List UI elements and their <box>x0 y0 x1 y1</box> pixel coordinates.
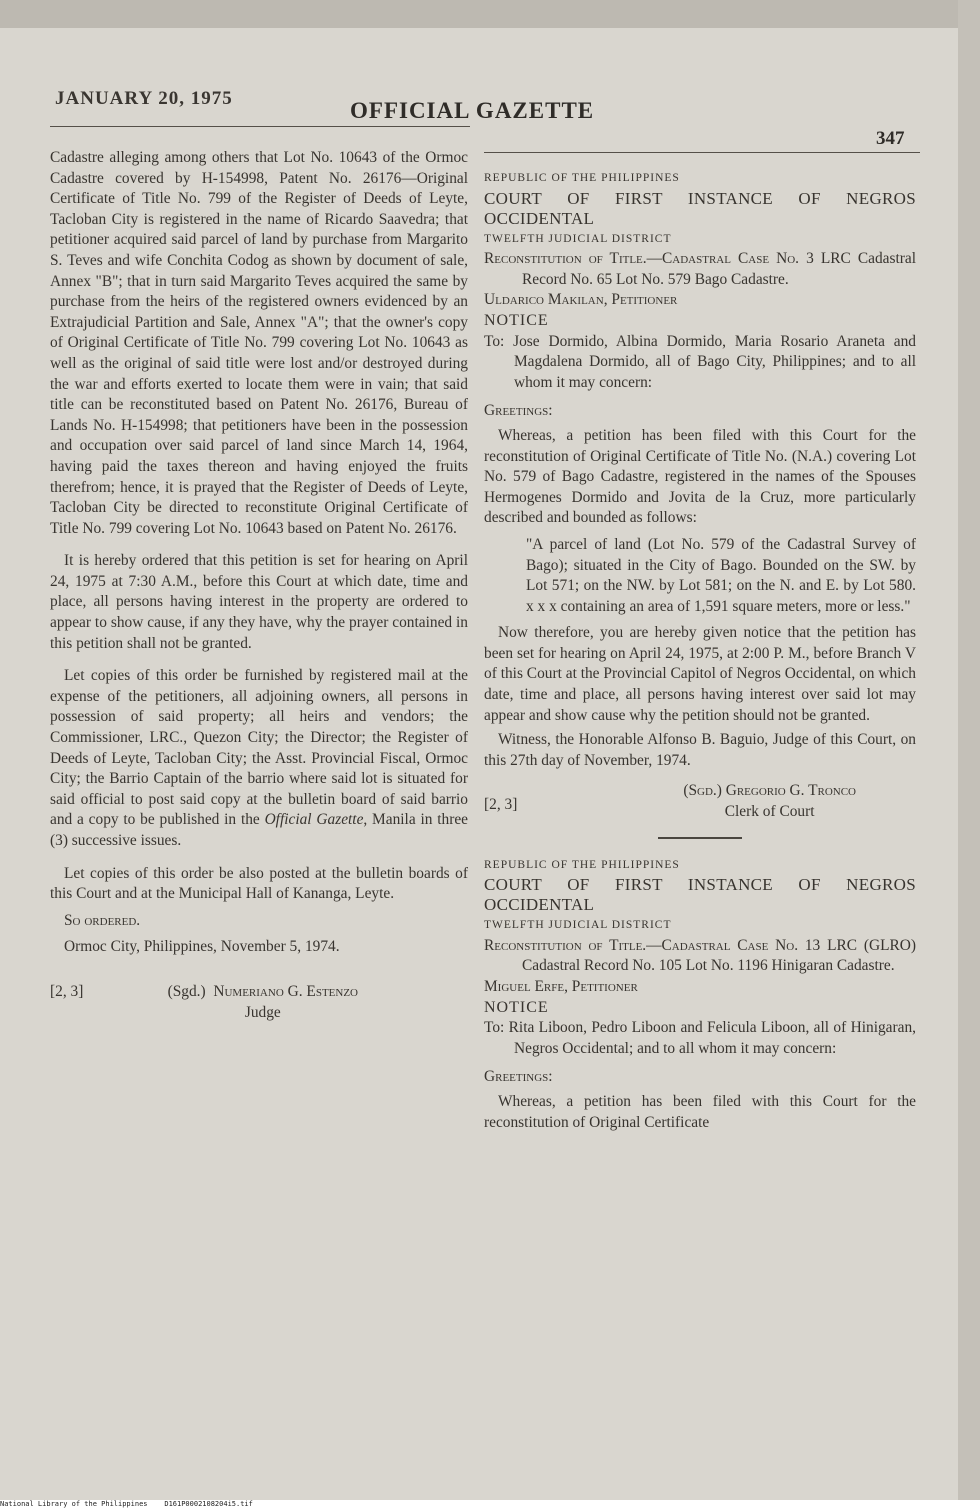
notice-heading: NOTICE <box>484 311 549 329</box>
notice-block-1 <box>484 168 916 823</box>
case-label: Reconstitution of Title.—Cadastral Case No. 13 <box>484 936 821 954</box>
petitioner-line: Uldarico Makilan, Petitioner <box>484 291 678 309</box>
judge-signature-block <box>50 982 468 1023</box>
witness-paragraph: Witness, the Honorable Alfonso B. Baguio, Judge of this Court, on this 27th day of November, 1974. <box>484 731 916 769</box>
district-heading: TWELFTH JUDICIAL DISTRICT <box>484 232 672 245</box>
notice-heading: NOTICE <box>484 998 549 1016</box>
page-number: 347 <box>876 128 905 149</box>
left-column <box>50 148 468 1023</box>
district-heading: TWELFTH JUDICIAL DISTRICT <box>484 919 672 932</box>
sgd-label: (Sgd.) <box>167 982 206 1000</box>
whereas-paragraph: Whereas, a petition has been filed with this Court for the reconstitution of Original Certificate of Title No. (N.A.) covering Lot No. 579 of Bago Cadastre, registered in the names of the Spouses Hermogenes Dormido and Jovita de la Cruz, more particularly described and bounded as follows: <box>484 426 916 527</box>
issue-reference: [2, 3] <box>484 796 518 814</box>
clerk-signature-block <box>484 781 916 822</box>
greetings: Greetings: <box>484 402 553 420</box>
right-column <box>484 168 916 1133</box>
gazette-name: Official Gazette <box>264 811 364 829</box>
notice-block-2 <box>484 855 916 1134</box>
copies-paragraph <box>50 666 468 851</box>
clerk-signature <box>683 781 856 822</box>
court-heading: COURT OF FIRST INSTANCE OF NEGROS OCCIDENTAL <box>484 188 916 228</box>
clerk-title: Clerk of Court <box>724 803 815 821</box>
place-and-date: Ormoc City, Philippines, November 5, 1974. <box>64 938 340 956</box>
notice-separator <box>658 837 742 839</box>
whereas-paragraph: Whereas, a petition has been filed with this Court for the reconstitution of Original Certificate <box>484 1092 916 1131</box>
scan-edge-top <box>0 0 980 28</box>
issue-date: JANUARY 20, 1975 <box>55 88 233 109</box>
addressees: To: Rita Liboon, Pedro Liboon and Felicula Liboon, all of Hinigaran, Negros Occidental; and to all whom it may concern: <box>484 1019 916 1057</box>
greetings: Greetings: <box>484 1068 553 1086</box>
clerk-name: (Sgd.) Gregorio G. Tronco <box>683 782 856 800</box>
republic-heading: REPUBLIC OF THE PHILIPPINES <box>484 858 680 871</box>
publication-title: OFFICIAL GAZETTE <box>350 98 595 123</box>
so-ordered: So ordered. <box>64 911 141 929</box>
hearing-order-paragraph: It is hereby ordered that this petition is set for hearing on April 24, 1975 at 7:30 A.M., before this Court at which date, time and place, all persons having interest in the property are ordered to appear to show cause, if any they have, why the prayer contained in this petition shall not be granted. <box>50 552 468 652</box>
copies-text-b: , Manila in three (3) successive issues. <box>50 811 469 849</box>
case-line <box>484 936 916 977</box>
republic-heading: REPUBLIC OF THE PHILIPPINES <box>484 172 680 184</box>
case-label: Reconstitution of Title.—Cadastral Case No. 3 <box>484 250 814 268</box>
scan-footer: National Library of the Philippines D161P0002108204i5.tif <box>0 1500 980 1508</box>
scan-edge-right <box>958 0 980 1500</box>
petitioner-line: Miguel Erfe, Petitioner <box>484 978 638 995</box>
copies-text-a: Let copies of this order be furnished by registered mail at the expense of the petitioners, all adjoining owners, all persons in possession of said property; all heirs and vendors; the Commissioner, LRC., Quezon City; the Director; the Register of Deeds of Leyte, Tacloban City; the Asst. Provincial Fiscal, Ormoc City; the Barrio Captain of the barrio where said lot is situated for said official to post said copy at the bulletin board of said barrio and a copy to be published in the <box>50 667 468 829</box>
now-therefore-paragraph: Now therefore, you are hereby given notice that the petition has been set for hearing on April 24, 1975, at 2:00 P. M., before Branch V of this Court at the Provincial Capitol of Negros Occidental, on which date, time and place, all persons having interest over said lot may appear and show cause why the petition should not be granted. <box>484 624 916 724</box>
land-description-quote: "A parcel of land (Lot No. 579 of the Cadastral Survey of Bago); situated in the City of Bago. Bounded on the SW. by Lot 571; on the NW. by Lot 581; on the N. and E. by Lot 580. x x x containing an area of 1,591 square meters, more or less." <box>526 535 916 615</box>
addressees: To: Jose Dormido, Albina Dormido, Maria Rosario Araneta and Magdalena Dormido, all of Bago City, Philippines; and to all whom it may concern: <box>484 332 916 391</box>
judge-signature <box>168 982 358 1023</box>
case-detail: LRC Cadastral Record No. 65 Lot No. 579 Bago Cadastre. <box>522 250 916 288</box>
judge-title: Judge <box>244 1003 281 1021</box>
posting-paragraph: Let copies of this order be also posted at the bulletin boards of this Court and at the Municipal Hall of Kananga, Leyte. <box>50 864 468 903</box>
case-detail: LRC (GLRO) Cadastral Record No. 105 Lot No. 1196 Hinigaran Cadastre. <box>522 936 916 975</box>
issue-reference: [2, 3] <box>50 982 84 1000</box>
court-heading: COURT OF FIRST INSTANCE OF NEGROS OCCIDENTAL <box>484 875 916 915</box>
judge-name: Numeriano G. Estenzo <box>213 982 358 1000</box>
continued-paragraph: Cadastre alleging among others that Lot No. 10643 of the Ormoc Cadastre covered by H-154998, Patent No. 26176—Original Certificate of Title No. 799 of the Register of Deeds of Leyte, Tacloban City is registered in the name of Ricardo Saavedra; that petitioner acquired said parcel of land by purchase from Margarito S. Teves and wife Conchita Codog as shown by document of sale, Annex "B"; that in turn said Margarito Teves acquired the same by purchase from the heirs of the registered owners evidenced by an Extrajudicial Partition and Sale, Annex "A"; that the owner's copy of Original Certificate of Title No. 799 covering Lot No. 10643 as well as the original of said title were lost and/or destroyed during the war and efforts exerted to locate them were in vain; that said title can be reconstituted based on Patent No. 26176, Bureau of Lands No. H-154998; that petitioners have been in the possession and occupation over said parcel of land since March 14, 1964, having paid the taxes thereon and having enjoyed the fruits therefrom; hence, it is prayed that the Register of Deeds of Leyte, Tacloban City be directed to reconstitute Original Certificate of Title No. 799 covering Lot No. 10643 based on Patent No. 26176. <box>50 149 468 537</box>
header-rule-left <box>50 126 470 127</box>
header-rule-right <box>484 152 920 153</box>
case-line <box>484 249 916 290</box>
